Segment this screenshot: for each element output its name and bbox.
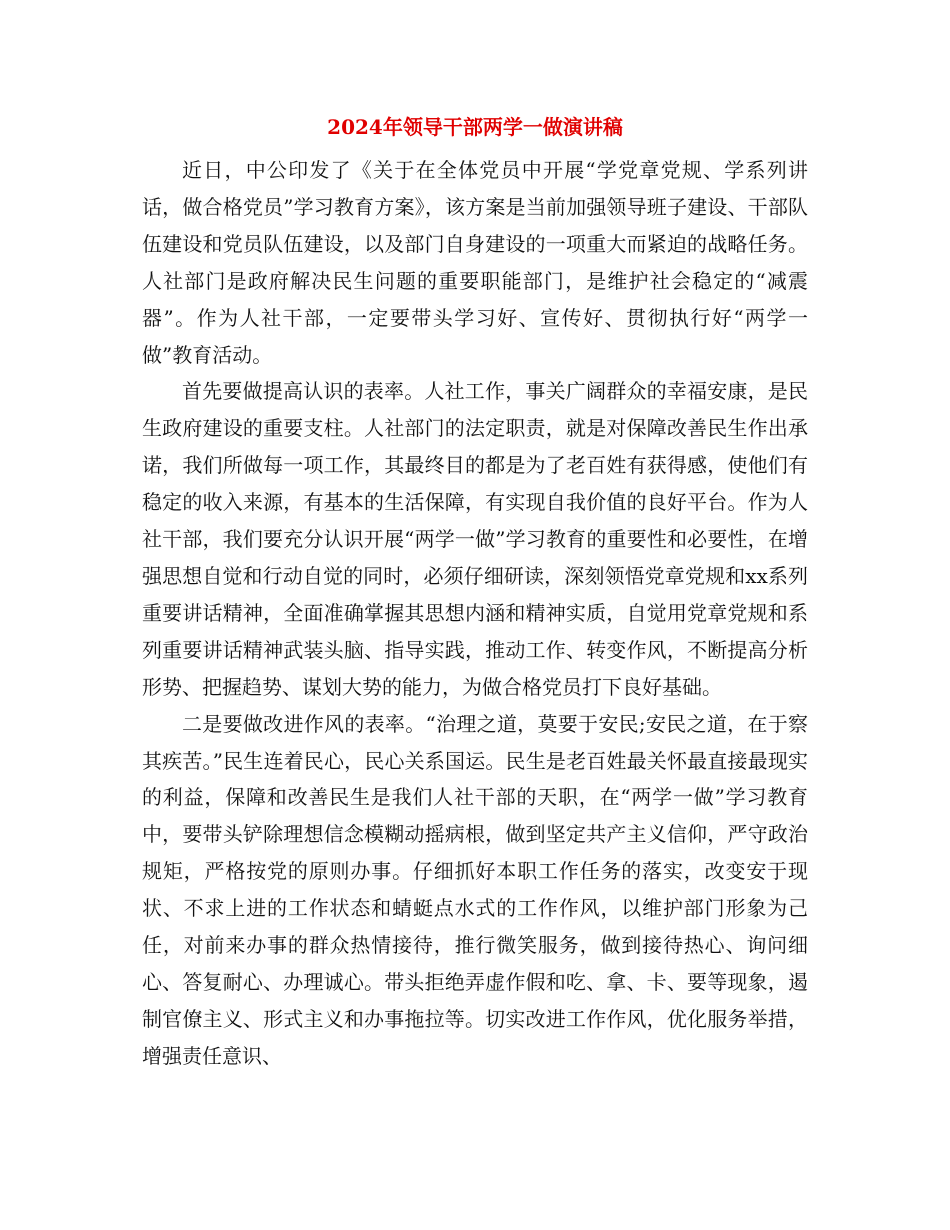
paragraph-second-point: 二是要做改进作风的表率。“治理之道，莫要于安民;安民之道，在于察其疾苦。”民生连着民心，民心关系国运。民生是老百姓最关怀最直接最现实的利益，保障和改善民生是我们人社干部的天职，在“两学一做”学习教育中，要带头铲除理想信念模糊动摇病根，做到坚定共产主义信仰，严守政治规矩，严格按党的原则办事。仔细抓好本职工作任务的落实，改变安于现状、不求上进的工作状态和蜻蜓点水式的工作作风，以维护部门形象为己任，对前来办事的群众热情接待，推行微笑服务，做到接待热心、询问细心、答复耐心、办理诚心。带头拒绝弄虚作假和吃、拿、卡、要等现象，遏制官僚主义、形式主义和办事拖拉等。切实改进工作作风，优化服务举措，增强责任意识、 bbox=[142, 711, 808, 1068]
document-body bbox=[142, 152, 808, 1075]
paragraph-intro: 近日，中公印发了《关于在全体党员中开展“学党章党规、学系列讲话，做合格党员”学习教育方案》，该方案是当前加强领导班子建设、干部队伍建设和党员队伍建设，以及部门自身建设的一项重大而紧迫的战略任务。 人社部门是政府解决民生问题的重要职能部门，是维护社会稳定的“减震器”。作为人社干部，一定要带头学习好、宣传好、贯彻执行好“两学一做”教育活动。 bbox=[142, 158, 808, 367]
paragraph-first-point: 首先要做提高认识的表率。人社工作，事关广阔群众的幸福安康，是民生政府建设的重要支柱。人社部门的法定职责，就是对保障改善民生作出承诺，我们所做每一项工作，其最终目的都是为了老百姓有获得感，使他们有稳定的收入来源，有基本的生活保障，有实现自我价值的良好平台。作为人社干部，我们要充分认识开展“两学一做”学习教育的重要性和必要性，在增强思想自觉和行动自觉的同时，必须仔细研读，深刻领悟党章党规和xx系列重要讲话精神，全面准确掌握其思想内涵和精神实质，自觉用党章党规和系列重要讲话精神武装头脑、指导实践，推动工作、转变作风，不断提高分析形势、把握趋势、谋划大势的能力，为做合格党员打下良好基础。 bbox=[142, 379, 808, 699]
document-title: 2024年领导干部两学一做演讲稿 bbox=[327, 115, 623, 139]
